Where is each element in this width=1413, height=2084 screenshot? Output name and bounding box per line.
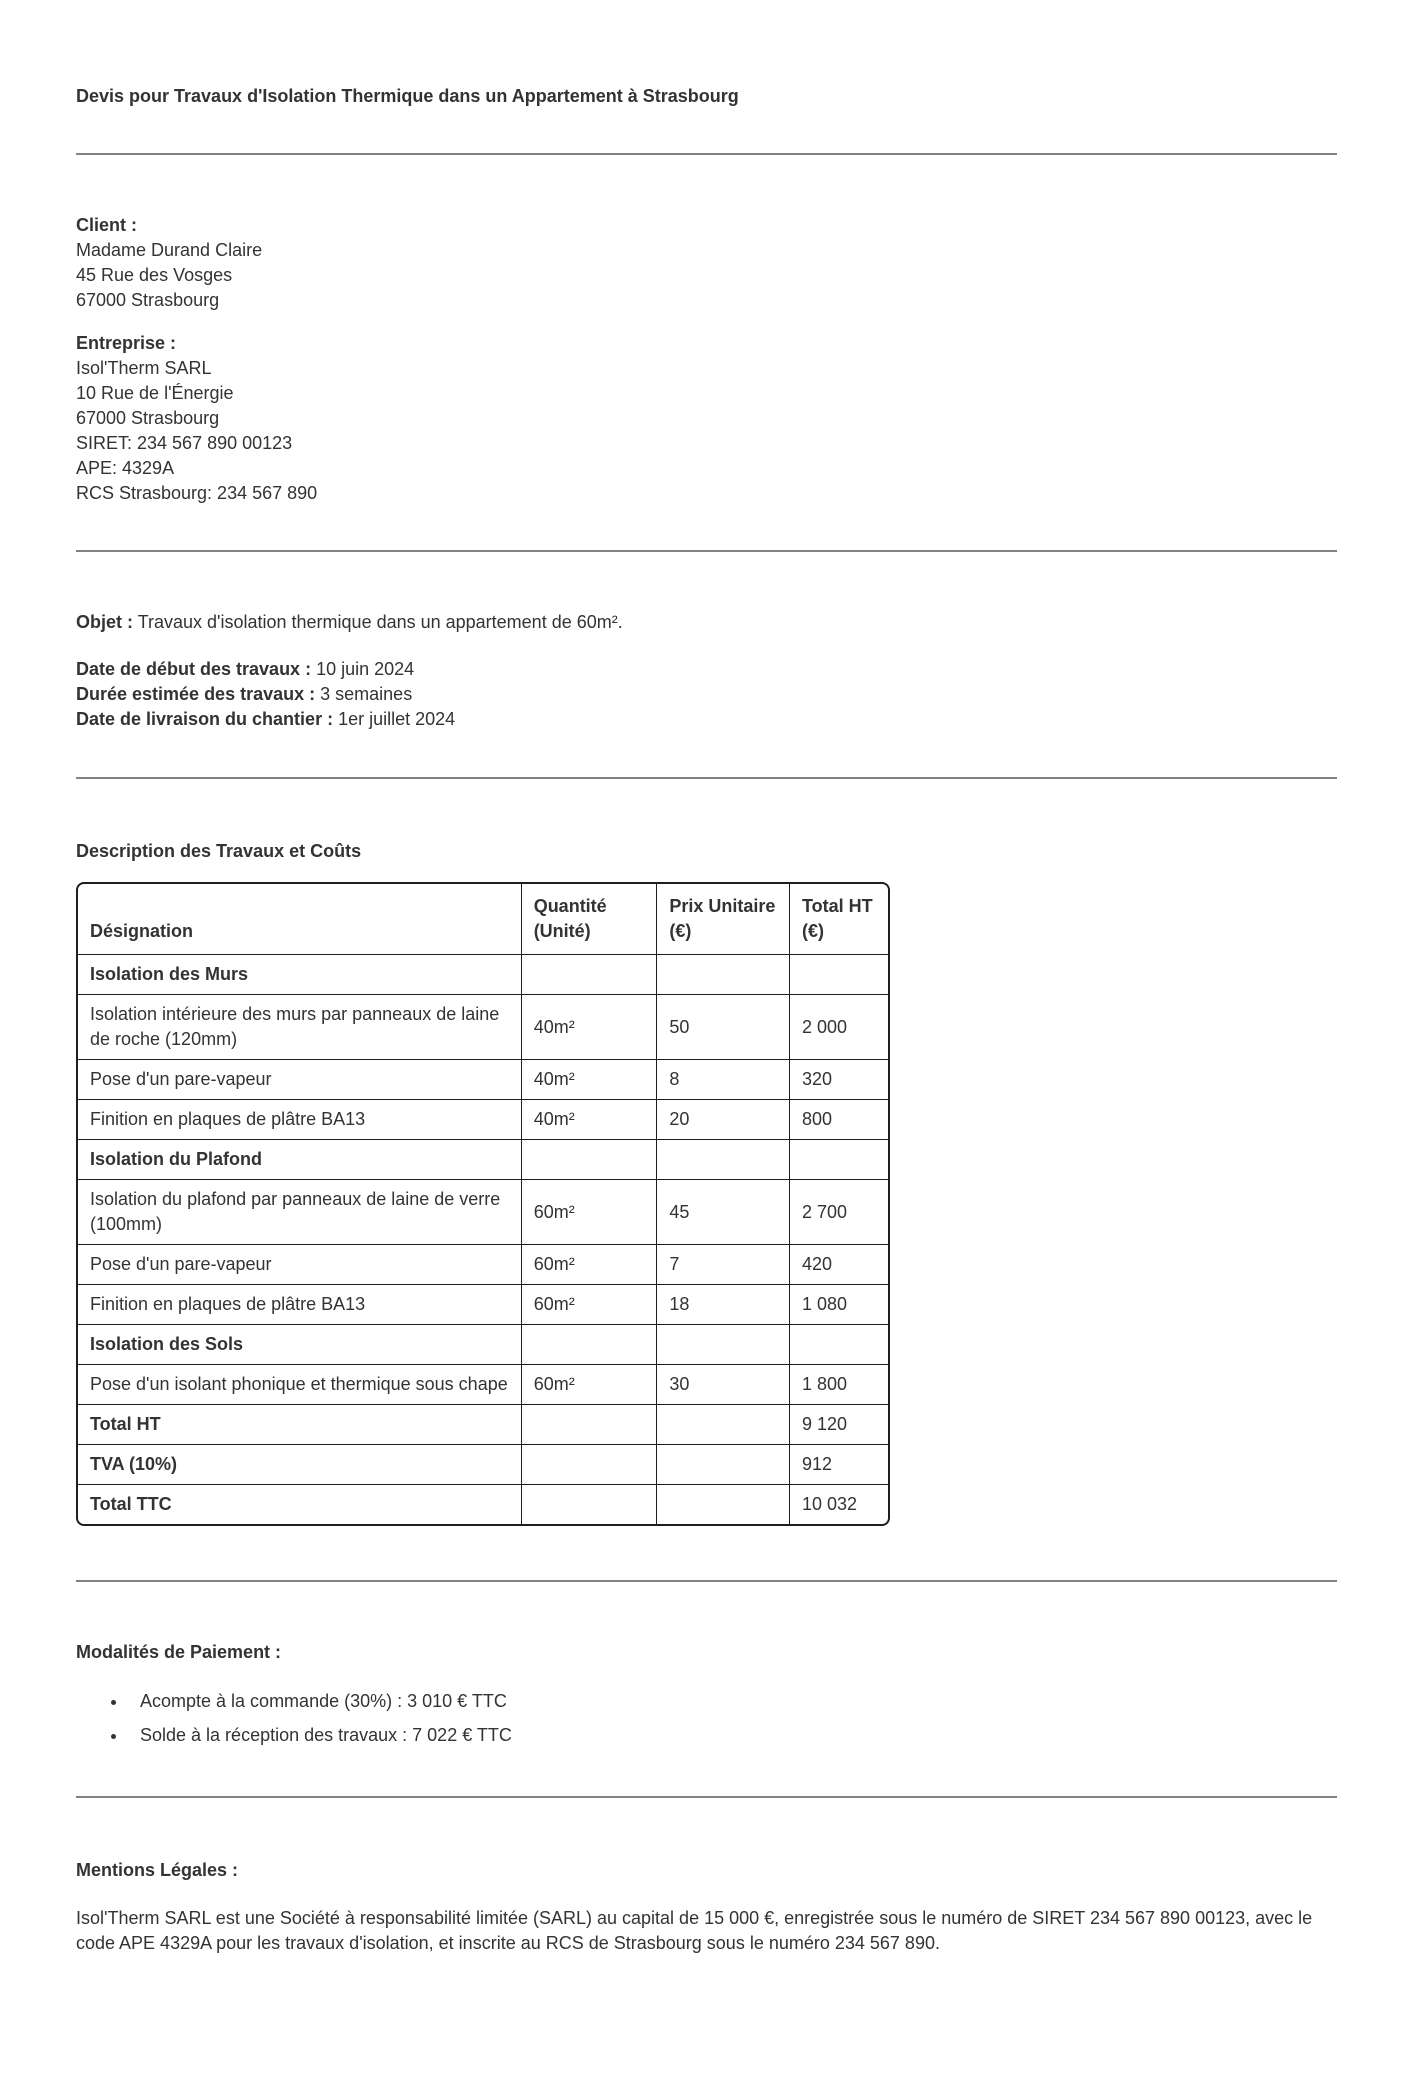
costs-section-heading: Description des Travaux et Coûts <box>76 841 362 861</box>
cell-prix: 20 <box>657 1100 790 1140</box>
cell-prix <box>657 1485 790 1525</box>
date-line <box>76 657 1337 682</box>
cell-prix: 50 <box>657 995 790 1060</box>
header-prix-line1: Prix Unitaire <box>669 896 776 916</box>
header-total-ht <box>789 884 888 955</box>
dates-block <box>76 657 1337 732</box>
date-line <box>76 707 1337 732</box>
cell-prix: 45 <box>657 1180 790 1245</box>
cell-total <box>789 955 888 995</box>
table-row <box>78 1100 888 1140</box>
cell-quantite: 60m² <box>521 1285 657 1325</box>
cell-prix: 18 <box>657 1285 790 1325</box>
horizontal-rule <box>76 777 1337 779</box>
entreprise-rcs: RCS Strasbourg: 234 567 890 <box>76 483 318 503</box>
paiement-list <box>76 1689 1337 1748</box>
cell-quantite: 60m² <box>521 1180 657 1245</box>
paiement-heading: Modalités de Paiement : <box>76 1642 282 1662</box>
header-total-line2: (€) <box>801 921 824 941</box>
header-total-line1: Total HT <box>801 896 873 916</box>
cell-designation: Isolation des Murs <box>78 955 521 995</box>
cell-designation: Finition en plaques de plâtre BA13 <box>78 1285 521 1325</box>
cell-prix: 30 <box>657 1365 790 1405</box>
horizontal-rule <box>76 153 1337 155</box>
client-street: 45 Rue des Vosges <box>76 265 233 285</box>
header-quantite-line2: (Unité) <box>533 921 591 941</box>
cell-tva-value: 912 <box>789 1445 888 1485</box>
horizontal-rule <box>76 1796 1337 1798</box>
cell-designation: Isolation du plafond par panneaux de laine de verre (100mm) <box>78 1180 521 1245</box>
date-delivery-label: Date de livraison du chantier : <box>76 709 334 729</box>
horizontal-rule <box>76 550 1337 552</box>
entreprise-block <box>76 331 1337 506</box>
cell-quantite <box>521 1485 657 1525</box>
cell-total-ht-value: 9 120 <box>789 1405 888 1445</box>
cell-prix <box>657 1140 790 1180</box>
header-prix-unitaire <box>657 884 790 955</box>
duration-value: 3 semaines <box>320 684 413 704</box>
cell-designation: Pose d'un pare-vapeur <box>78 1245 521 1285</box>
paiement-item-acompte: • Acompte à la commande (30%) : 3 010 € TTC <box>128 1689 1337 1714</box>
client-city: 67000 Strasbourg <box>76 290 220 310</box>
entreprise-ape: APE: 4329A <box>76 458 175 478</box>
cell-tva-label: TVA (10%) <box>78 1445 521 1485</box>
client-label: Client : <box>76 215 137 235</box>
cell-total <box>789 1140 888 1180</box>
entreprise-siret: SIRET: 234 567 890 00123 <box>76 433 293 453</box>
date-line <box>76 682 1337 707</box>
cell-quantite: 40m² <box>521 1100 657 1140</box>
date-start-label: Date de début des travaux : <box>76 659 312 679</box>
client-block <box>76 213 1337 313</box>
cell-designation: Finition en plaques de plâtre BA13 <box>78 1100 521 1140</box>
table-header-row <box>78 884 888 955</box>
cell-prix <box>657 1325 790 1365</box>
entreprise-name: Isol'Therm SARL <box>76 358 212 378</box>
cell-prix: 8 <box>657 1060 790 1100</box>
cell-total <box>789 1325 888 1365</box>
cell-quantite <box>521 1445 657 1485</box>
cell-quantite: 60m² <box>521 1245 657 1285</box>
objet-text: Travaux d'isolation thermique dans un appartement de 60m². <box>137 612 623 632</box>
table-row <box>78 1180 888 1245</box>
cell-designation: Isolation du Plafond <box>78 1140 521 1180</box>
cell-quantite <box>521 1140 657 1180</box>
date-start-value: 10 juin 2024 <box>316 659 415 679</box>
entreprise-street: 10 Rue de l'Énergie <box>76 383 234 403</box>
date-delivery-value: 1er juillet 2024 <box>338 709 456 729</box>
objet-label: Objet : <box>76 612 133 632</box>
costs-table <box>78 884 888 1524</box>
cell-total-ht-label: Total HT <box>78 1405 521 1445</box>
cell-prix: 7 <box>657 1245 790 1285</box>
client-name: Madame Durand Claire <box>76 240 263 260</box>
entreprise-label: Entreprise : <box>76 333 177 353</box>
cell-quantite <box>521 1405 657 1445</box>
horizontal-rule <box>76 1580 1337 1582</box>
table-row <box>78 1245 888 1285</box>
cell-total: 320 <box>789 1060 888 1100</box>
entreprise-city: 67000 Strasbourg <box>76 408 220 428</box>
cell-quantite: 40m² <box>521 995 657 1060</box>
cell-quantite: 60m² <box>521 1365 657 1405</box>
table-row <box>78 995 888 1060</box>
table-section-row <box>78 1140 888 1180</box>
mentions-text: Isol'Therm SARL est une Société à responsabilité limitée (SARL) au capital de 15 000 €, enregistrée sous le numéro de SIRET 234 567 890 00123, avec le code APE 4329A pour les travaux d'isolation, et inscrite au RCS de Strasbourg sous le numéro 234 567 890. <box>76 1908 1313 1953</box>
mentions-heading: Mentions Légales : <box>76 1860 239 1880</box>
table-row <box>78 1060 888 1100</box>
cell-total: 1 080 <box>789 1285 888 1325</box>
cell-prix <box>657 1445 790 1485</box>
cell-quantite <box>521 1325 657 1365</box>
document-page <box>0 84 1413 2084</box>
header-prix-line2: (€) <box>669 921 692 941</box>
costs-table-frame <box>76 882 890 1526</box>
table-total-row <box>78 1445 888 1485</box>
cell-designation: Pose d'un isolant phonique et thermique sous chape <box>78 1365 521 1405</box>
cell-total: 2 700 <box>789 1180 888 1245</box>
header-quantite <box>521 884 657 955</box>
cell-quantite: 40m² <box>521 1060 657 1100</box>
cell-total-ttc-label: Total TTC <box>78 1485 521 1525</box>
cell-quantite <box>521 955 657 995</box>
table-row <box>78 1285 888 1325</box>
cell-total: 2 000 <box>789 995 888 1060</box>
duration-label: Durée estimée des travaux : <box>76 684 316 704</box>
header-quantite-line1: Quantité <box>533 896 607 916</box>
cell-total: 420 <box>789 1245 888 1285</box>
cell-total-ttc-value: 10 032 <box>789 1485 888 1525</box>
header-designation: Désignation <box>78 884 521 955</box>
table-section-row <box>78 955 888 995</box>
document-title: Devis pour Travaux d'Isolation Thermique dans un Appartement à Strasbourg <box>76 86 739 106</box>
cell-prix <box>657 1405 790 1445</box>
cell-designation: Pose d'un pare-vapeur <box>78 1060 521 1100</box>
cell-total: 1 800 <box>789 1365 888 1405</box>
table-total-row <box>78 1405 888 1445</box>
table-section-row <box>78 1325 888 1365</box>
cell-total: 800 <box>789 1100 888 1140</box>
objet-line <box>76 610 1337 635</box>
cell-prix <box>657 955 790 995</box>
paiement-item-solde: • Solde à la réception des travaux : 7 022 € TTC <box>128 1723 1337 1748</box>
table-total-row <box>78 1485 888 1525</box>
cell-designation: Isolation des Sols <box>78 1325 521 1365</box>
cell-designation: Isolation intérieure des murs par panneaux de laine de roche (120mm) <box>78 995 521 1060</box>
table-row <box>78 1365 888 1405</box>
